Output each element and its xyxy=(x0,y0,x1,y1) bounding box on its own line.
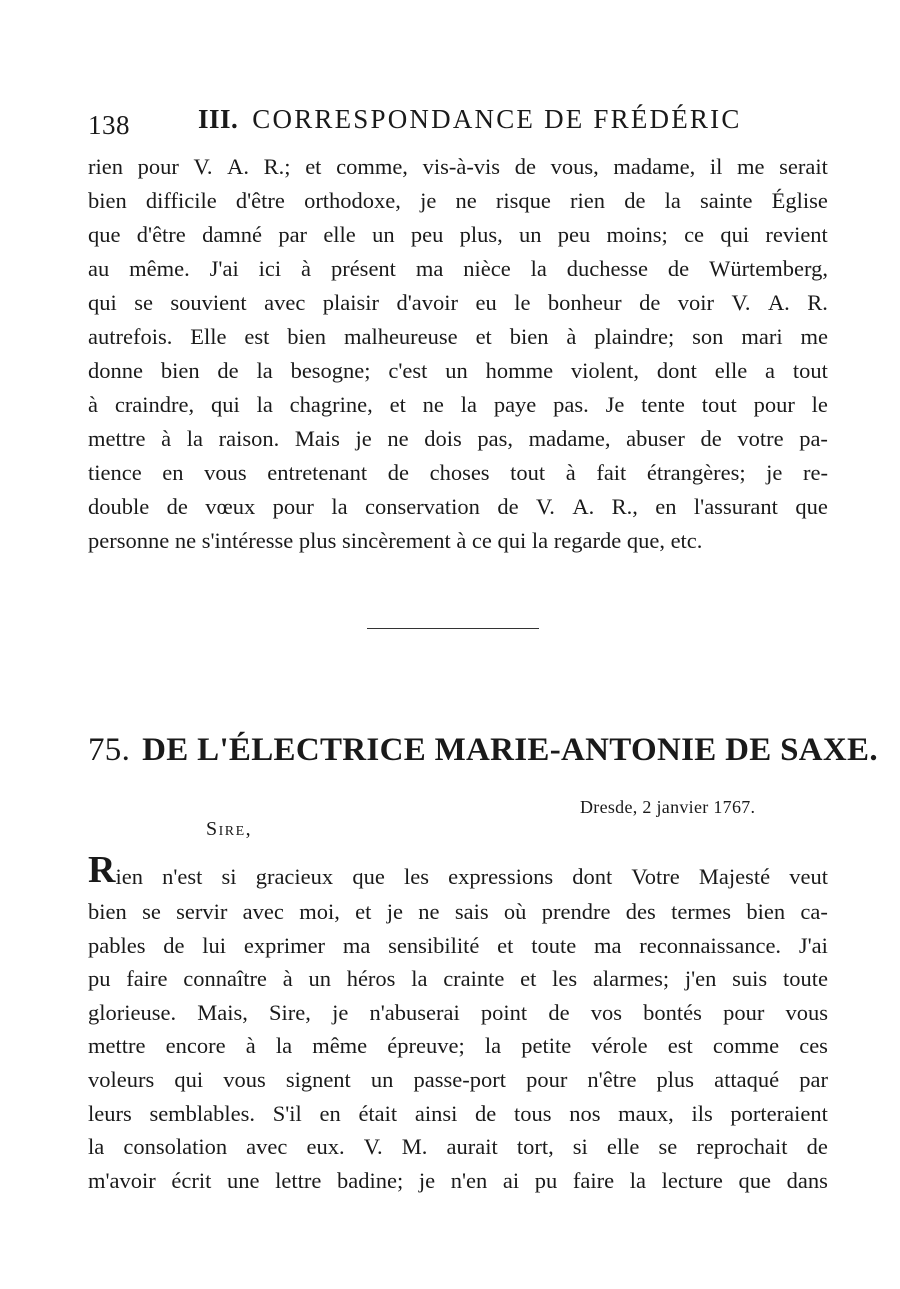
text-line: personne ne s'intéresse plus sincèrement à ce qui la regarde que, etc. xyxy=(88,528,703,553)
text-line: bien se servir avec moi, et je ne sais où prendre des termes bien ca- xyxy=(88,899,828,924)
text-line: qui se souvient avec plaisir d'avoir eu le bonheur de voir V. A. R. xyxy=(88,290,828,315)
running-header xyxy=(88,104,828,144)
text-line: tience en vous entretenant de choses tout à fait étrangères; je re- xyxy=(88,460,828,485)
letter-number: 75. xyxy=(88,732,131,768)
letter-first-line xyxy=(88,849,828,894)
letter-dateline: Dresde, 2 janvier 1767. xyxy=(580,797,756,817)
text-line: mettre encore à la même épreuve; la petite vérole est comme ces xyxy=(88,1033,828,1059)
letter-heading xyxy=(88,732,878,769)
text-line: leurs semblables. S'il en était ainsi de tous nos maux, ils porteraient xyxy=(88,1100,828,1126)
running-title-text: CORRESPONDANCE DE FRÉDÉRIC xyxy=(252,104,742,134)
text-line: pables de lui exprimer ma sensibilité et toute ma reconnaissance. J'ai xyxy=(88,932,828,958)
letter-first-line-text: ien n'est si gracieux que les expressions dont Votre Majesté veut xyxy=(115,864,828,889)
text-line: la consolation avec eux. V. M. aurait tort, si elle se reprochait de xyxy=(88,1134,828,1160)
drop-cap: R xyxy=(88,849,116,891)
text-line: glorieuse. Mais, Sire, je n'abuserai point de vos bontés pour vous xyxy=(88,999,828,1025)
text-line: mettre à la raison. Mais je ne dois pas, madame, abuser de votre pa- xyxy=(88,426,828,451)
text-line: à craindre, qui la chagrine, et ne la paye pas. Je tente tout pour le xyxy=(88,392,828,417)
section-roman-numeral: III. xyxy=(198,104,239,134)
text-line: au même. J'ai ici à présent ma nièce la duchesse de Würtemberg, xyxy=(88,256,828,281)
letter-title: DE L'ÉLECTRICE MARIE-ANTONIE DE SAXE. xyxy=(142,732,878,768)
text-line: que d'être damné par elle un peu plus, un peu moins; ce qui revient xyxy=(88,222,828,247)
text-line: double de vœux pour la conservation de V. A. R., en l'assurant que xyxy=(88,494,828,519)
text-line: m'avoir écrit une lettre badine; je n'en ai pu faire la lecture que dans xyxy=(88,1167,828,1193)
text-line: voleurs qui vous signent un passe-port pour n'être plus attaqué par xyxy=(88,1067,828,1092)
text-line: pu faire connaître à un héros la crainte et les alarmes; j'en suis toute xyxy=(88,966,828,992)
text-line: autrefois. Elle est bien malheureuse et bien à plaindre; son mari me xyxy=(88,324,828,349)
running-title xyxy=(198,104,742,135)
text-line: bien difficile d'être orthodoxe, je ne risque rien de la sainte Église xyxy=(88,188,828,213)
text-line: rien pour V. A. R.; et comme, vis-à-vis de vous, madame, il me serait xyxy=(88,154,828,179)
text-line: donne bien de la besogne; c'est un homme violent, dont elle a tout xyxy=(88,358,828,383)
section-divider xyxy=(367,628,539,629)
letter-salutation: Sire, xyxy=(206,818,253,840)
page-number: 138 xyxy=(88,110,130,140)
